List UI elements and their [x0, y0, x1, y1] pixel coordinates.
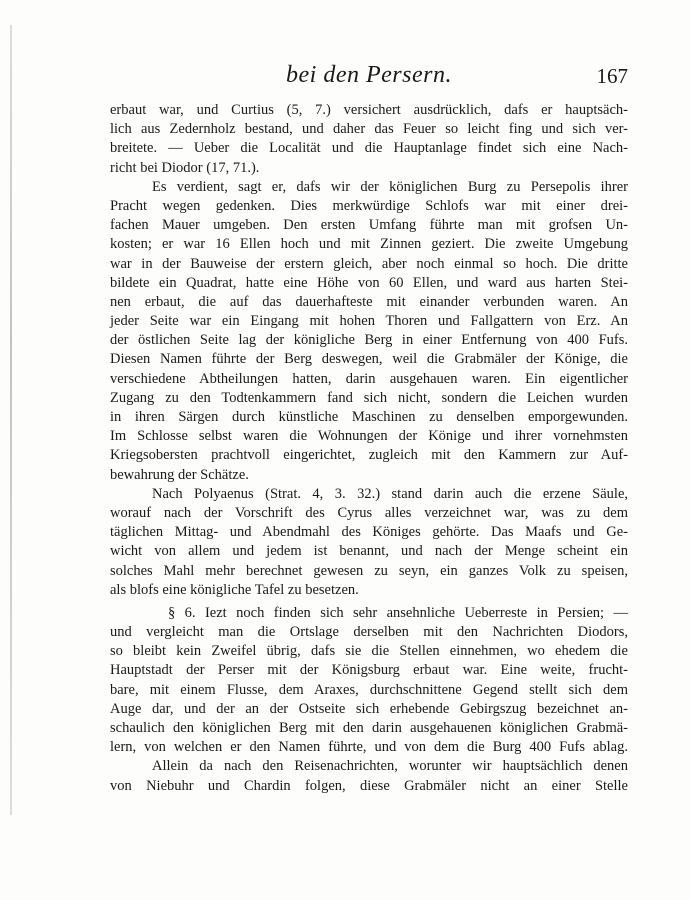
body-text — [110, 101, 628, 796]
text-line: Zugang zu den Todtenkammern fand sich nicht, sondern die Leichen wurden — [110, 389, 628, 406]
text-line: § 6. Iezt noch finden sich sehr ansehnliche Ueberreste in Persien; — — [168, 604, 628, 621]
text-line: Kriegsobersten prachtvoll eingerichtet, zugleich mit den Kammern zur Auf- — [110, 447, 628, 464]
text-line: solches Mahl mehr berechnet gewesen zu seyn, ein ganzes Volk zu speisen, — [110, 562, 628, 579]
text-line: von Niebuhr und Chardin folgen, diese Grabmäler nicht an einer Stelle — [110, 777, 628, 794]
text-line: Hauptstadt der Perser mit der Königsburg erbaut war. Eine weite, frucht- — [110, 662, 628, 679]
text-line: so bleibt kein Zweifel übrig, dafs sie die Stellen einnehmen, wo ehedem die — [110, 643, 628, 660]
text-line: als blofs eine königliche Tafel zu besetzen. — [110, 581, 359, 598]
text-line: wicht von allem und jedem ist benannt, und nach der Menge scheint ein — [110, 543, 628, 560]
text-line: Im Schlosse selbst waren die Wohnungen der Könige und ihrer vornehmsten — [110, 428, 628, 445]
text-line: Nach Polyaenus (Strat. 4, 3. 32.) stand darin auch die erzene Säule, — [152, 485, 628, 502]
text-line: richt bei Diodor (17, 71.). — [110, 159, 260, 176]
text-line: lich aus Zedernholz bestand, und daher das Feuer so leicht fing und sich ver- — [110, 121, 628, 138]
page-number: 167 — [596, 64, 628, 88]
text-line: bildete ein Quadrat, hatte eine Höhe von 60 Ellen, und ward aus harten Stei- — [110, 274, 628, 291]
text-line: erbaut war, und Curtius (5, 7.) versichert ausdrücklich, dafs er hauptsäch- — [110, 102, 628, 118]
text-line: bare, mit einem Flusse, dem Araxes, durchschnittene Gegend stellt sich dem — [110, 681, 628, 698]
text-line: lern, von welchen er den Namen führte, und von dem die Burg 400 Fufs ablag. — [110, 739, 628, 756]
text-line: breitete. — Ueber die Localität und die Hauptanlage findet sich eine Nach- — [110, 140, 628, 157]
text-line: war in der Bauweise der erstern gleich, aber noch einmal so hoch. Die dritte — [110, 255, 628, 272]
text-line: worauf nach der Vorschrift des Cyrus alles verzeichnet war, was zu dem — [110, 504, 628, 521]
text-line: und vergleicht man die Ortslage derselben mit den Nachrichten Diodors, — [110, 624, 628, 641]
running-head: bei den Persern. — [286, 62, 452, 88]
page-header — [110, 62, 628, 94]
text-line: in ihren Särgen durch künstliche Maschinen zu denselben emporgewunden. — [110, 409, 628, 425]
text-line: fachen Mauer umgeben. Den ersten Umfang führte man mit grofsen Un- — [110, 217, 628, 234]
text-line: Es verdient, sagt er, dafs wir der königlichen Burg zu Persepolis ihrer — [152, 178, 628, 195]
text-line: täglichen Mittag- und Abendmahl des Königes gehörte. Das Maafs und Ge- — [110, 524, 628, 541]
text-line: kosten; er war 16 Ellen hoch und mit Zinnen geziert. Die zweite Umgebung — [110, 236, 628, 253]
text-line: schaulich den königlichen Berg mit den darin ausgehauenen königlichen Grabmä- — [110, 720, 628, 736]
page-gutter-shadow — [10, 25, 12, 815]
text-line: der östlichen Seite lag der königliche Berg in einer Entfernung von 400 Fufs. — [110, 332, 628, 349]
text-line: Auge dar, und der an der Ostseite sich erhebende Gebirgszug bezeichnet an- — [110, 700, 628, 717]
text-line: verschiedene Abtheilungen hatten, darin ausgehauen waren. Ein eigentlicher — [110, 370, 628, 387]
text-line: Diesen Namen führte der Berg deswegen, weil die Grabmäler der Könige, die — [110, 351, 628, 368]
text-line: bewahrung der Schätze. — [110, 466, 249, 483]
text-line: Pracht wegen gedenken. Dies merkwürdige Schlofs war mit einer drei- — [110, 197, 628, 214]
text-line: jeder Seite war ein Eingang mit hohen Thoren und Fallgattern von Erz. An — [110, 313, 628, 330]
text-line: Allein da nach den Reisenachrichten, worunter wir hauptsächlich denen — [152, 758, 628, 775]
text-line: nen erbaut, die auf das dauerhafteste mit einander verbunden waren. An — [110, 293, 628, 310]
